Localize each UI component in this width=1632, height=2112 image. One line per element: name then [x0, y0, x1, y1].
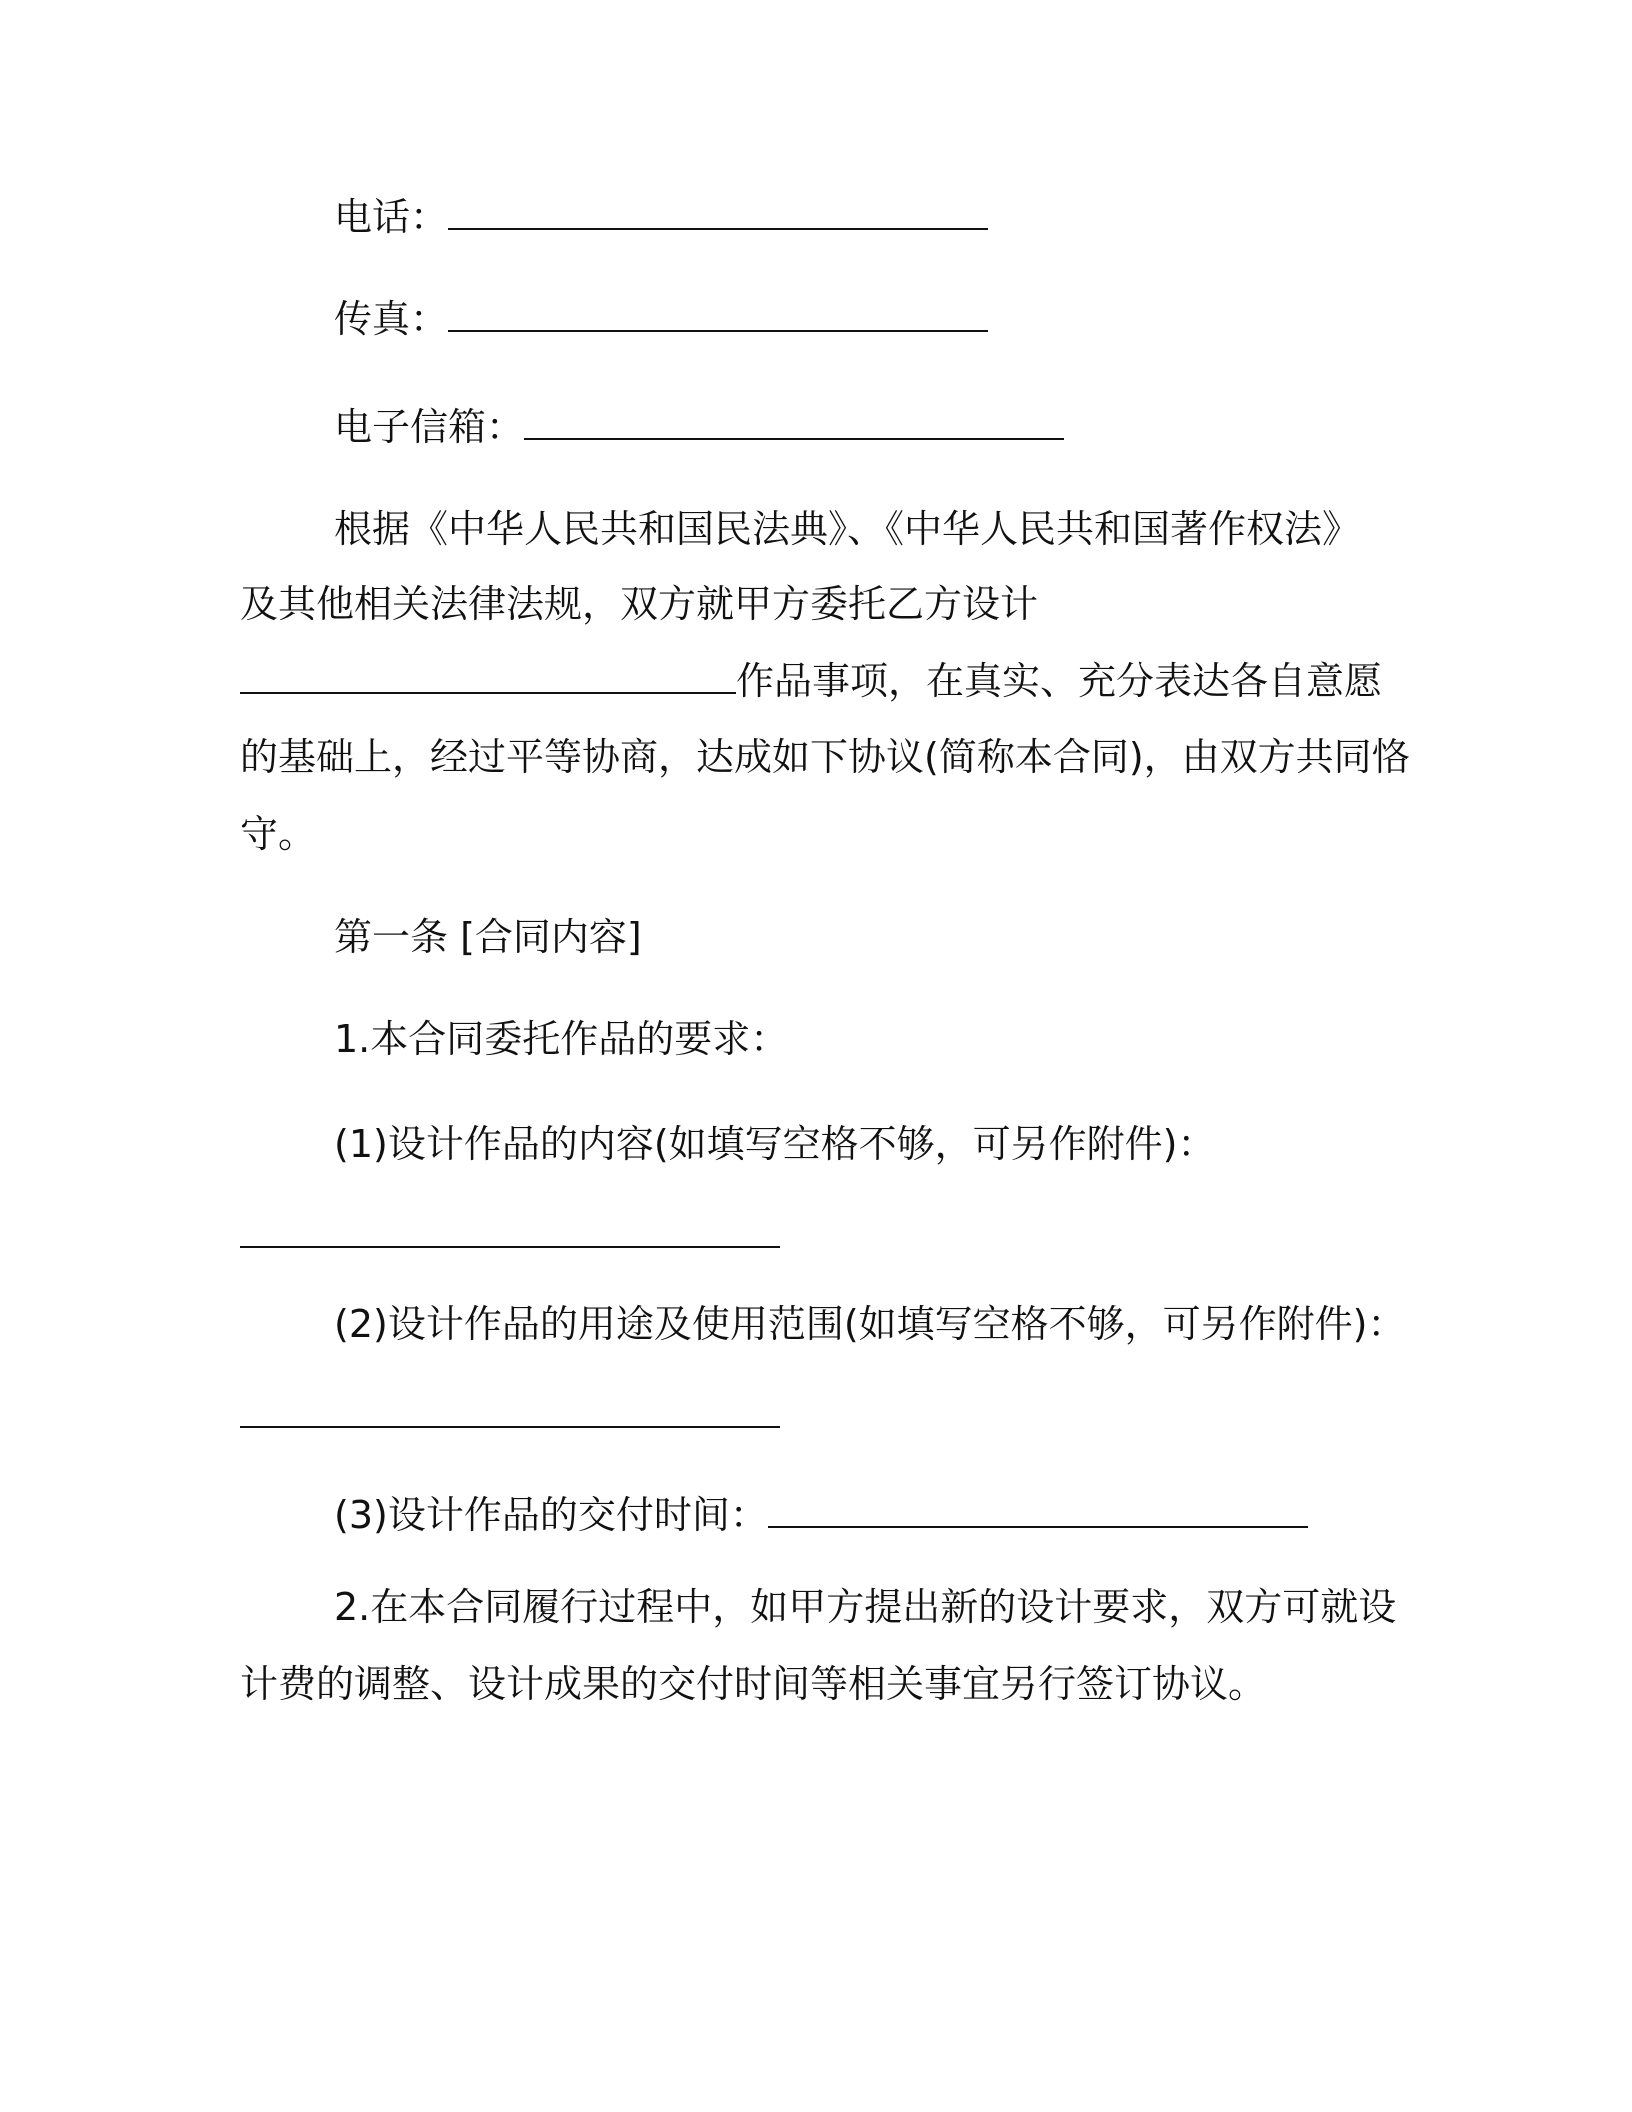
phone-blank[interactable] [448, 194, 988, 230]
usage-blank[interactable] [240, 1392, 780, 1428]
article-1-sub-1: (1)设计作品的内容(如填写空格不够，可另作附件)： [334, 1122, 1216, 1166]
email-blank[interactable] [524, 404, 1064, 440]
article-1-item-2-line-2: 计费的调整、设计成果的交付时间等相关事宜另行签订协议。 [240, 1662, 1267, 1706]
phone-label: 电话： [334, 195, 449, 239]
intro-line-3-text: 作品事项，在真实、充分表达各自意愿 [736, 659, 1383, 703]
intro-line-3 [240, 657, 1390, 705]
article-1-item-2-line-1: 2.在本合同履行过程中，如甲方提出新的设计要求，双方可就设 [334, 1585, 1397, 1629]
email-label: 电子信箱： [334, 405, 525, 449]
fax-label: 传真： [334, 297, 449, 341]
delivery-time-blank[interactable] [768, 1492, 1308, 1528]
phone-row [334, 193, 1484, 241]
content-blank-row [240, 1211, 1390, 1259]
content-blank[interactable] [240, 1212, 780, 1248]
usage-blank-row [240, 1391, 1390, 1439]
article-1-item-1: 1.本合同委托作品的要求： [334, 1017, 789, 1061]
article-1-sub-3 [334, 1491, 1484, 1539]
design-work-blank[interactable] [240, 658, 736, 694]
delivery-time-label: (3)设计作品的交付时间： [334, 1493, 768, 1537]
intro-line-4: 的基础上，经过平等协商，达成如下协议(简称本合同)，由双方共同恪 [240, 735, 1410, 779]
intro-line-2: 及其他相关法律法规，双方就甲方委托乙方设计 [240, 582, 1039, 626]
fax-blank[interactable] [448, 296, 988, 332]
article-1-heading: 第一条 [合同内容] [334, 915, 642, 959]
article-1-sub-2: (2)设计作品的用途及使用范围(如填写空格不够，可另作附件)： [334, 1302, 1406, 1346]
intro-line-1: 根据《中华人民共和国民法典》、《中华人民共和国著作权法》 [334, 507, 1361, 551]
fax-row [334, 295, 1484, 343]
email-row [334, 403, 1484, 451]
intro-line-5: 守。 [240, 812, 317, 856]
